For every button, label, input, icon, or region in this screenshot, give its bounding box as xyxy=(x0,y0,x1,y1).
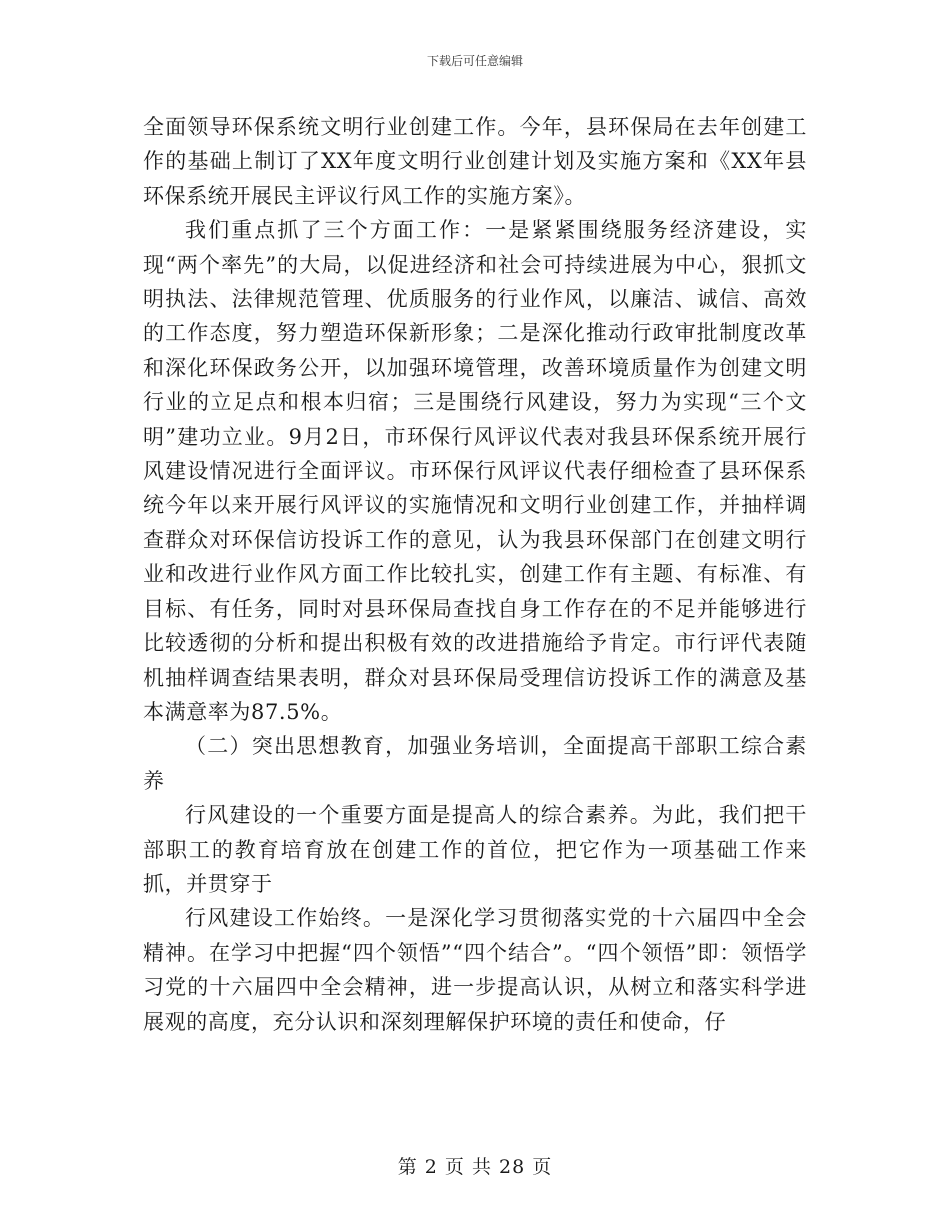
section-heading: （二）突出思想教育，加强业务培训，全面提高干部职工综合素养 xyxy=(143,734,807,793)
page-header: 下载后可任意编辑 xyxy=(426,54,523,68)
page-number-footer: 第 2 页 共 28 页 xyxy=(397,1156,553,1178)
document-body xyxy=(143,110,807,1039)
paragraph-4: 行风建设工作始终。一是深化学习贯彻落实党的十六届四中全会精神。在学习中把握“四个领悟”“四个结合”。“四个领悟”即：领悟学习党的十六届四中全会精神，进一步提高认识，从树立和落实科学进展观的高度，充分认识和深刻理解保护环境的责任和使命，仔 xyxy=(143,906,807,1034)
paragraph-2: 我们重点抓了三个方面工作：一是紧紧围绕服务经济建设，实现“两个率先”的大局，以促进经济和社会可持续进展为中心，狠抓文明执法、法律规范管理、优质服务的行业作风，以廉洁、诚信、高效的工作态度，努力塑造环保新形象；二是深化推动行政审批制度改革和深化环保政务公开，以加强环境管理，改善环境质量作为创建文明行业的立足点和根本归宿；三是围绕行风建设，努力为实现“三个文明”建功立业。9月2日，市环保行风评议代表对我县环保系统开展行风建设情况进行全面评议。市环保行风评议代表仔细检查了县环保系统今年以来开展行风评议的实施情况和文明行业创建工作，并抽样调查群众对环保信访投诉工作的意见，认为我县环保部门在创建文明行业和改进行业作风方面工作比较扎实，创建工作有主题、有标准、有目标、有任务，同时对县环保局查找自身工作存在的不足并能够进行比较透彻的分析和提出积极有效的改进措施给予肯定。市行评代表随机抽样调查结果表明，群众对县环保局受理信访投诉工作的满意及基本满意率为87.5%。 xyxy=(143,218,807,724)
paragraph-3: 行风建设的一个重要方面是提高人的综合素养。为此，我们把干部职工的教育培育放在创建工作的首位，把它作为一项基础工作来抓，并贯穿于 xyxy=(143,803,807,896)
paragraph-1: 全面领导环保系统文明行业创建工作。今年，县环保局在去年创建工作的基础上制订了XX年度文明行业创建计划及实施方案和《XX年县环保系统开展民主评议行风工作的实施方案》。 xyxy=(143,115,807,208)
